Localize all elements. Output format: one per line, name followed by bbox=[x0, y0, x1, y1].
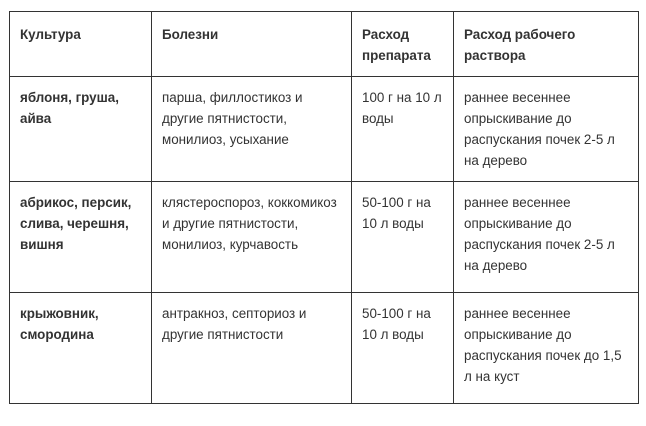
table-row bbox=[10, 182, 639, 293]
cell-solution: раннее весеннее опрыскивание до распускания почек 2-5 л на дерево bbox=[454, 182, 639, 293]
table-row bbox=[10, 77, 639, 182]
header-dose: Расход препарата bbox=[352, 12, 454, 77]
header-culture: Культура bbox=[10, 12, 152, 77]
table-header-row bbox=[10, 12, 639, 77]
cell-diseases: клястероспороз, коккомикоз и другие пятнистости, монилиоз, курчавость bbox=[152, 182, 352, 293]
header-diseases: Болезни bbox=[152, 12, 352, 77]
cell-solution: раннее весеннее опрыскивание до распускания почек до 1,5 л на куст bbox=[454, 293, 639, 404]
cell-culture: абрикос, персик, слива, черешня, вишня bbox=[10, 182, 152, 293]
table-container bbox=[9, 11, 638, 404]
cell-dose: 50-100 г на 10 л воды bbox=[352, 182, 454, 293]
treatment-table bbox=[9, 11, 639, 404]
table-row bbox=[10, 293, 639, 404]
cell-diseases: парша, филлостикоз и другие пятнистости, монилиоз, усыхание bbox=[152, 77, 352, 182]
cell-culture: яблоня, груша, айва bbox=[10, 77, 152, 182]
header-solution: Расход рабочего раствора bbox=[454, 12, 639, 77]
cell-dose: 100 г на 10 л воды bbox=[352, 77, 454, 182]
cell-diseases: антракноз, септориоз и другие пятнистости bbox=[152, 293, 352, 404]
cell-solution: раннее весеннее опрыскивание до распускания почек 2-5 л на дерево bbox=[454, 77, 639, 182]
cell-culture: крыжовник, смородина bbox=[10, 293, 152, 404]
cell-dose: 50-100 г на 10 л воды bbox=[352, 293, 454, 404]
